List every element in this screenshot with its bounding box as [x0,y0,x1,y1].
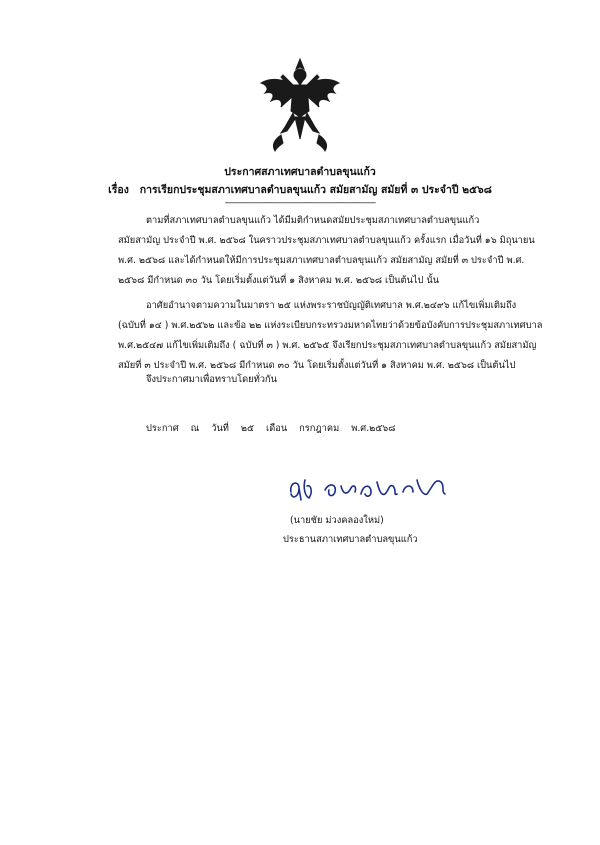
paragraph-line: (ฉบับที่ ๑๔ ) พ.ศ.๒๕๖๒ และข้อ ๒๒ แห่งระเบียบกระทรวงมหาดไทยว่าด้วยข้อบังคับการประชุมสภาเทศบาล [118,320,543,331]
paragraph-authority [118,296,543,376]
closing-statement: จึงประกาศมาเพื่อทราบโดยทั่วกัน [146,374,277,385]
subject-label: เรื่อง [108,184,129,196]
garuda-emblem-icon [255,55,345,155]
paragraph-line: สมัยสามัญ ประจำปี พ.ศ. ๒๕๖๘ ในคราวประชุมสภาเทศบาลตำบลขุนแก้ว ครั้งแรก เมื่อวันที่ ๑๖ มิถุนายน [118,235,535,246]
paragraph-line: อาศัยอำนาจตามความในมาตรา ๒๕ แห่งพระราชบัญญัติเทศบาล พ.ศ.๒๔๙๖ แก้ไขเพิ่มเติมถึง [146,300,517,311]
announcement-title: ประกาศสภาเทศบาลตำบลขุนแก้ว [224,166,376,178]
paragraph-preamble [118,211,535,291]
subject-text: การเรียกประชุมสภาเทศบาลตำบลขุนแก้ว สมัยสามัญ สมัยที่ ๓ ประจำปี ๒๕๖๘ [139,184,492,196]
month-value: กรกฎาคม [299,423,340,434]
day-label: วันที่ [211,423,229,434]
announced-word: ประกาศ [146,423,179,434]
signer-name: (นายชัย ม่วงคลองใหม่) [290,515,384,526]
handwritten-signature [285,472,455,506]
paragraph-line: พ.ศ.๒๕๔๗ แก้ไขเพิ่มเติมถึง ( ฉบับที่ ๓ ) พ.ศ. ๒๕๖๕ จึงเรียกประชุมสภาเทศบาลตำบลขุนแก้ว สมัยสามัญ [118,340,537,351]
separator-line: ------------------------------------------------------------------- [224,198,376,208]
month-label: เดือน [266,423,288,434]
announcement-subject-line [0,181,600,198]
at-word: ณ [190,423,200,434]
year-value: พ.ศ.๒๕๖๘ [351,423,396,434]
day-value: ๒๕ [240,423,255,434]
paragraph-line: ๒๕๖๘ มีกำหนด ๓๐ วัน โดยเริ่มตั้งแต่วันที่ ๑ สิงหาคม พ.ศ. ๒๕๖๘ เป็นต้นไป นั้น [118,275,440,286]
paragraph-line: พ.ศ. ๒๕๖๘ และได้กำหนดให้มีการประชุมสภาเทศบาลตำบลขุนแก้ว สมัยสามัญ สมัยที่ ๓ ประจำปี พ.ศ. [118,255,525,266]
paragraph-line: ตามที่สภาเทศบาลตำบลขุนแก้ว ได้มีมติกำหนดสมัยประชุมสภาเทศบาลตำบลขุนแก้ว [146,215,480,226]
date-line [146,421,404,436]
paragraph-line: สมัยที่ ๓ ประจำปี พ.ศ. ๒๕๖๘ มีกำหนด ๓๐ วัน โดยเริ่มตั้งแต่วันที่ ๑ สิงหาคม พ.ศ. ๒๕๖๘ เป็นต้นไป [118,360,516,371]
signer-title: ประธานสภาเทศบาลตำบลขุนแก้ว [283,534,418,545]
